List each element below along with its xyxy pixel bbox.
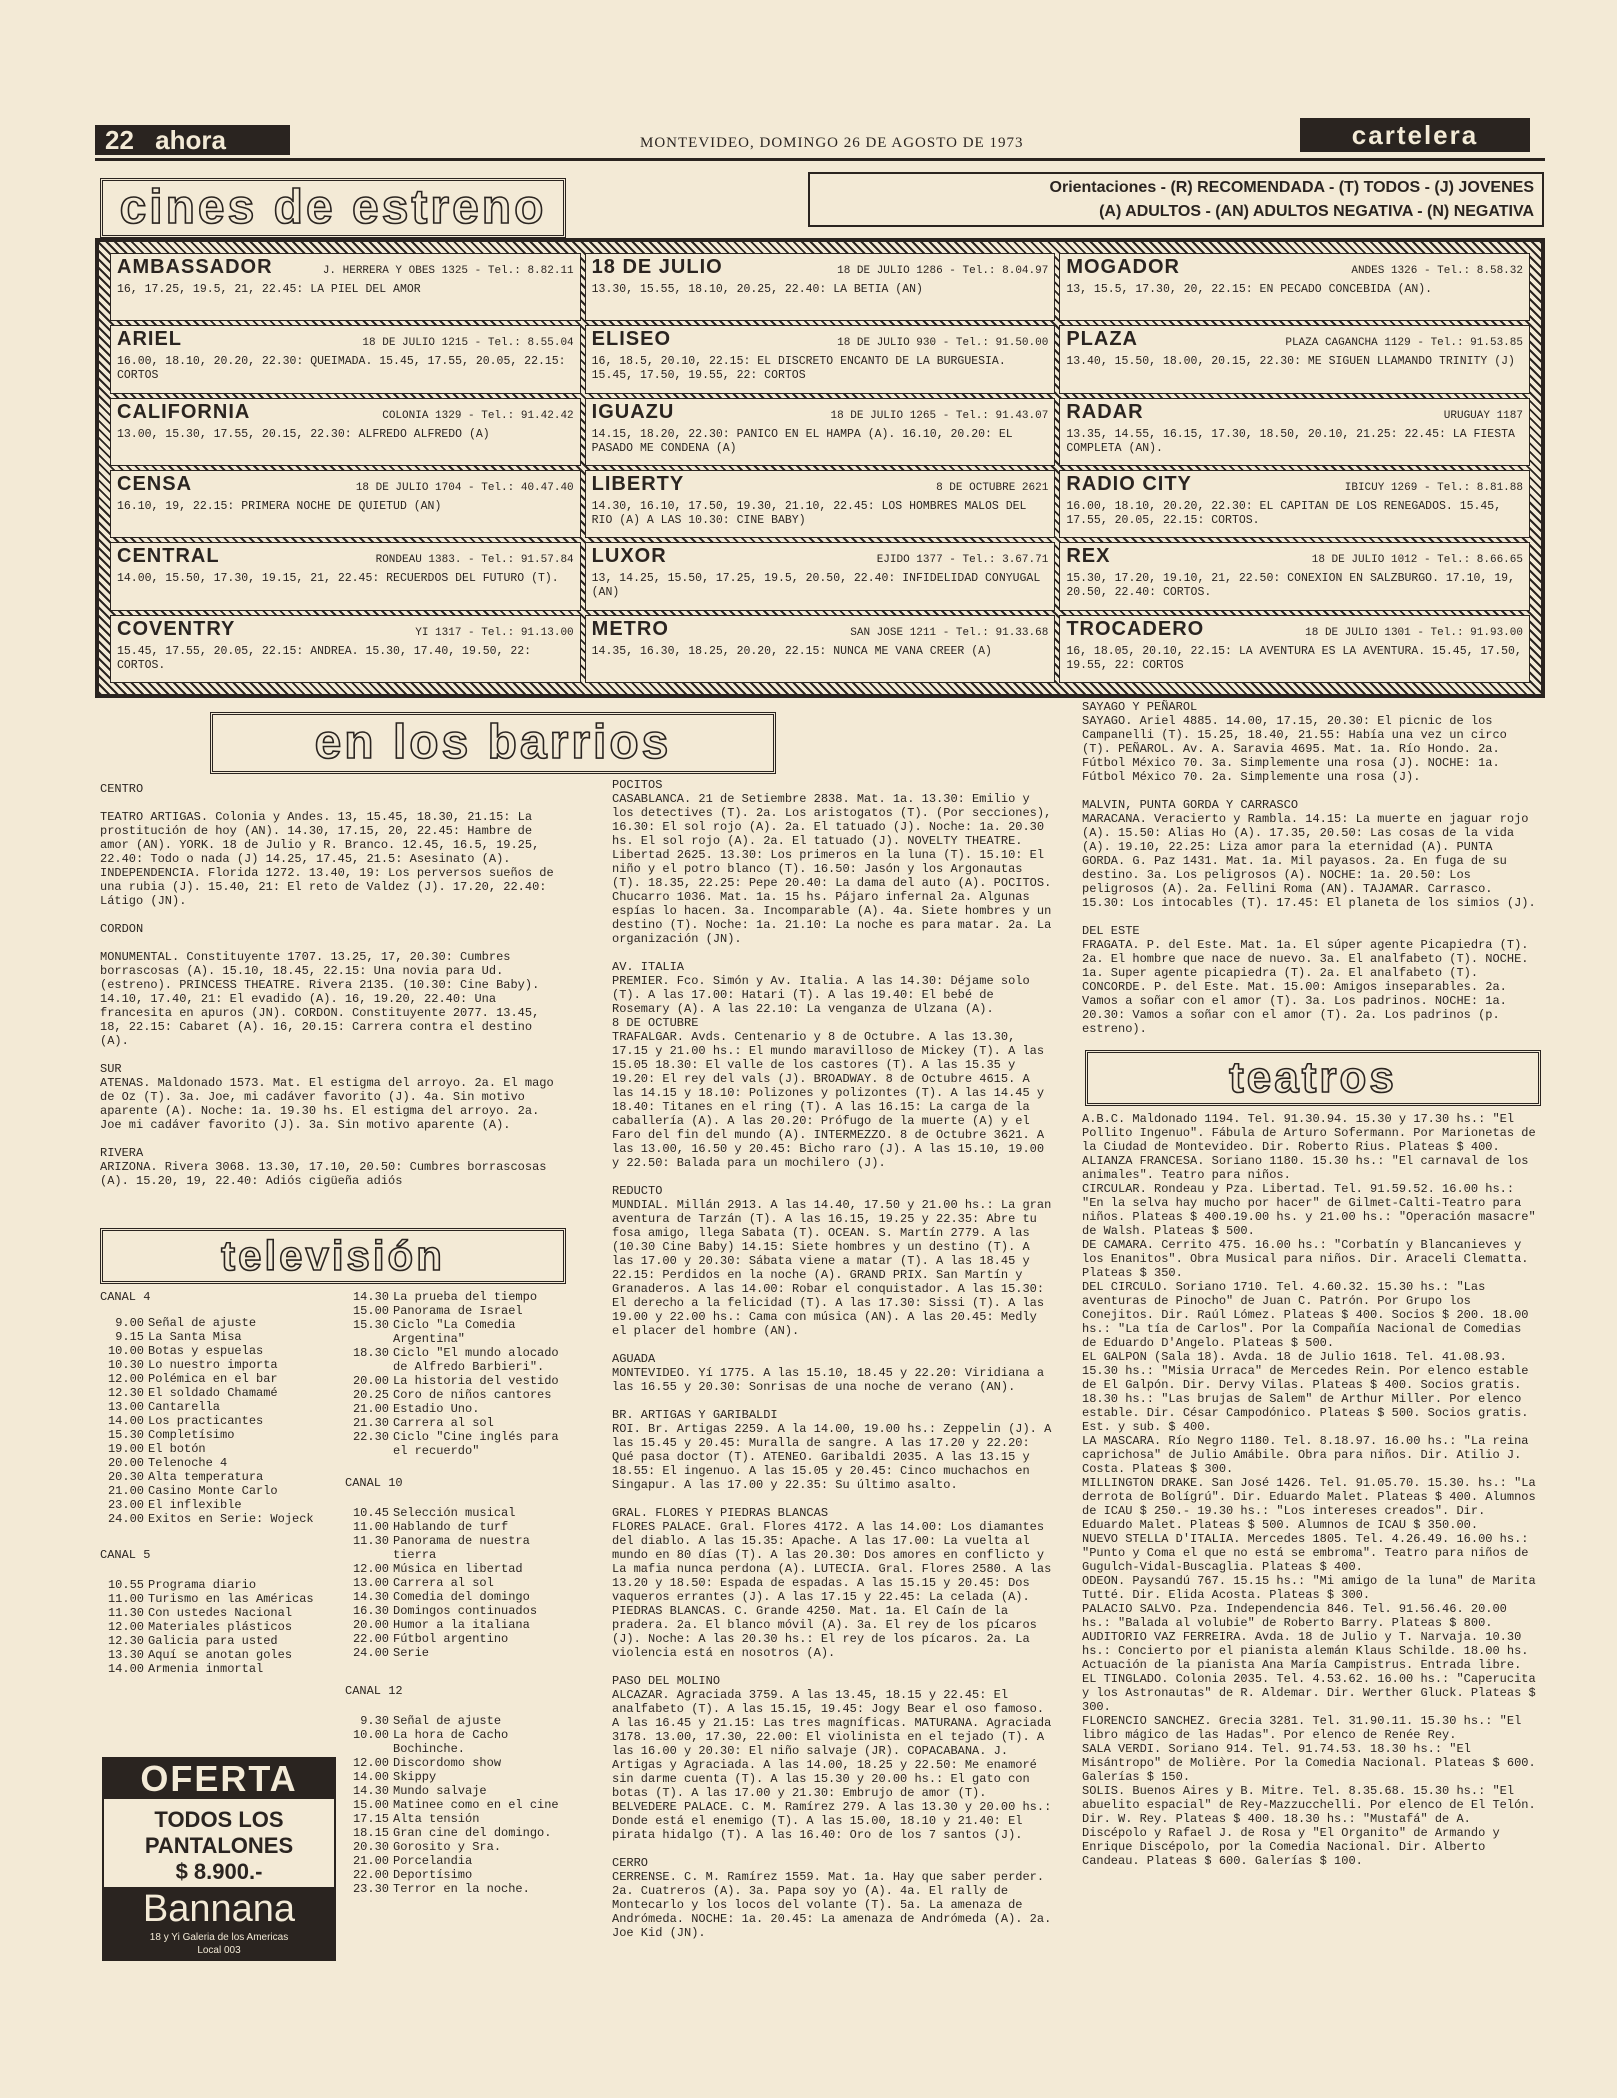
cine-header [1066,256,1523,279]
tv-time: 20.00 [352,1618,389,1632]
cine-address: 18 DE JULIO 1286 - Tel.: 8.04.97 [837,265,1049,277]
tv-time: 11.30 [107,1606,144,1620]
cines-grid [110,253,1530,683]
cine-header [117,618,574,641]
tv-program: Materiales plásticos [148,1620,293,1634]
cine-name: MOGADOR [1066,256,1180,278]
tv-time: 11.00 [107,1592,144,1606]
tv-time: 12.00 [107,1372,144,1386]
tv-program: Porcelandia [393,1854,473,1868]
tv-time: 10.30 [107,1358,144,1372]
tv-program: El soldado Chamamé [148,1386,278,1400]
tv-program: La prueba del tiempo [393,1290,538,1304]
tv-time: 12.00 [107,1620,144,1634]
orient-line-1: Orientaciones - (R) RECOMENDADA - (T) TODOS - (J) JOVENES [1049,179,1534,196]
tv-program: Ciclo "La Comedia Argentina" [393,1318,516,1346]
tv-program: Fútbol argentino [393,1632,509,1646]
tv-time: 21.00 [352,1402,389,1416]
cine-header [1066,473,1523,496]
tv-time: 20.30 [352,1840,389,1854]
canal-10-schedule [345,1506,560,1660]
cine-showtimes: 14.15, 18.20, 22.30: PANICO EN EL HAMPA (A). 16.10, 20.20: EL PASADO ME CONDENA (A) [591,427,1013,455]
cine-address: 18 DE JULIO 1704 - Tel.: 40.47.40 [355,482,574,494]
tv-program: Humor a la italiana [393,1618,530,1632]
tv-time: 24.00 [107,1512,144,1526]
cine-showtimes: 13.30, 15.55, 18.10, 20.25, 22.40: LA BETIA (AN) [591,283,923,296]
cine-address: EJIDO 1377 - Tel.: 3.67.71 [876,554,1049,567]
tv-time: 21.00 [352,1854,389,1868]
canal-4-schedule-cont [345,1290,560,1458]
tv-col-right [345,1290,560,1896]
cine-address: IBICUY 1269 - Tel.: 8.81.88 [1344,482,1523,494]
teatros-title: teatros [1085,1050,1541,1106]
cines-title: cines de estreno [100,178,566,238]
barrios-col-3: SAYAGO Y PEÑAROL SAYAGO. Ariel 4885. 14.00, 17.15, 20.30: El picnic de los Campanelli (T). 15.25, 18.40, 21.55: Había una vez un circo (T). PEÑAROL. Av. A. Saravia 4695. Mat. 1a. Río Hondo. 2a. Fútbol México 70. 3a. Simplemente una rosa (J). NOCHE: 1a. Fútbol México 70. 2a. Simplemente una rosa (J). MALVIN, PUNTA GORDA Y CARRASCO MARACANA. Veracierto y Rambla. 14.15: La muerte en jaguar rojo (A). 15.50: Alias Ho (A). 17.35, 20.50: Las cosas de la vida (A). 19.10, 22.25: Liza amor para la eternidad (A). PUNTA GORDA. G. Paz 1431. Mat. 1a. Mil payasos. 2a. En fuga de su destino. 3a. Los peligrosos (A). NOCHE: 1a. 20.50: Los peligrosos (A). 2a. Fellini Roma (AN). TAJAMAR. Carrasco. 15.30: Los intocables (T). 17.45: El planeta de los simios (J). DEL ESTE FRAGATA. P. del Este. Mat. 1a. El súper agente Picapiedra (T). 2a. El hombre que nace de nuevo. 3a. El analfabeto (T). NOCHE. 1a. Super agente picapiedra (T). 2a. El analfabeto (T). CONCORDE. P. del Este. Mat. 15.00: Amigos inseparables. 2a. Vamos a soñar con el amor (T). 3a. Los padrinos. NOCHE: 1a. 20.30: Vamos a soñar con el amor (T). 2a. Los padrinos (p. estreno). [1082,700,1536,1035]
tv-time: 20.00 [107,1456,144,1470]
cine-address: 18 DE JULIO 930 - Tel.: 91.50.00 [837,337,1049,350]
cine-header [592,545,1049,568]
orient-line-2: (A) ADULTOS - (AN) ADULTOS NEGATIVA - (N) NEGATIVA [1099,203,1534,220]
cine-showtimes: 13.00, 15.30, 17.55, 20.15, 22.30: ALFREDO ALFREDO (A) [117,427,490,441]
tv-program: Telenoche 4 [148,1456,228,1470]
tv-time: 17.15 [352,1812,389,1826]
tv-time: 9.30 [360,1714,389,1728]
cine-header [592,473,1049,496]
tv-program: La Santa Misa [148,1330,242,1344]
cine-header [592,618,1049,641]
tv-time: 15.30 [352,1318,389,1332]
cine-showtimes: 16, 18.5, 20.10, 22.15: EL DISCRETO ENCANTO DE LA BURGUESIA. 15.45, 17.50, 19.55, 22: CORTOS [591,355,1006,383]
cine-address: 18 DE JULIO 1012 - Tel.: 8.66.65 [1311,554,1523,567]
tv-time: 10.55 [107,1578,144,1592]
tv-time: 10.45 [352,1506,389,1520]
tv-program: Señal de ajuste [148,1316,257,1330]
tv-program: Hablando de turf [393,1520,509,1534]
cine-name: COVENTRY [117,617,236,640]
tv-program: Programa diario [148,1578,257,1592]
tv-program: Lo nuestro importa [148,1358,278,1372]
tv-program: El inflexible [148,1498,242,1512]
tv-program: Exitos en Serie: Wojeck [148,1512,314,1526]
tv-time: 12.30 [107,1634,144,1648]
cine-name: ELISEO [591,328,672,351]
canal-5-schedule [100,1578,335,1676]
tv-time: 24.00 [352,1646,389,1660]
cine-name: 18 DE JULIO [591,256,723,278]
tv-program: La hora de Cacho Bochinche. [393,1728,509,1756]
tv-program: Completísimo [148,1428,235,1442]
cine-header [1066,545,1523,568]
tv-time: 15.00 [352,1304,389,1318]
tv-time: 11.00 [352,1520,389,1534]
cine-header [592,401,1049,424]
tv-program: Botas y espuelas [148,1344,264,1358]
ad-brand: Bannana [142,1888,296,1930]
tv-time: 15.00 [352,1798,389,1812]
tv-program: Mundo salvaje [393,1784,487,1798]
ad-price: $ 8.900.- [175,1859,263,1884]
tv-program: Coro de niños cantores [393,1388,552,1402]
tv-time: 19.00 [107,1442,144,1456]
tv-time: 22.00 [352,1868,389,1882]
cine-name: IGUAZU [591,400,675,423]
tv-col-left [100,1290,335,1676]
tv-program: Aquí se anotan goles [148,1648,293,1662]
ad-brand-block [104,1887,334,1959]
cine-header [1066,328,1523,351]
cine-box [110,615,581,683]
cine-showtimes: 13, 14.25, 15.50, 17.25, 19.5, 20.50, 22.40: INFIDELIDAD CONYUGAL (AN) [591,572,1041,600]
cine-name: LUXOR [591,545,667,568]
canal-10-heading: CANAL 10 [345,1476,403,1490]
tv-time: 22.30 [352,1430,389,1444]
tv-time: 21.30 [352,1416,389,1430]
tv-program: Domingos continuados [393,1604,538,1618]
cine-address: YI 1317 - Tel.: 91.13.00 [415,626,574,639]
cine-name: CENSA [117,473,193,495]
tv-time: 14.00 [352,1770,389,1784]
tv-program: Armenia inmortal [148,1662,264,1676]
tv-program: El botón [148,1442,206,1456]
tv-title: televisión [100,1228,566,1284]
cine-name: CENTRAL [117,545,220,568]
cine-box [110,542,581,610]
cine-name: RADIO CITY [1066,473,1192,495]
cine-address: COLONIA 1329 - Tel.: 91.42.42 [382,409,574,422]
tv-time: 20.30 [107,1470,144,1484]
tv-time: 13.00 [352,1576,389,1590]
tv-program: Carrera al sol [393,1576,494,1590]
cine-header [117,256,574,279]
canal-12-heading: CANAL 12 [345,1684,403,1698]
cine-showtimes: 15.45, 17.55, 20.05, 22.15: ANDREA. 15.30, 17.40, 19.50, 22: CORTOS. [117,644,532,672]
ad-address: 18 y Yi Galeria de los Americas [149,1932,289,1943]
cine-showtimes: 16, 18.05, 20.10, 22.15: LA AVENTURA ES LA AVENTURA. 15.45, 17.50, 19.55, 22: CORTOS [1066,644,1522,672]
cine-address: 18 DE JULIO 1301 - Tel.: 91.93.00 [1305,626,1523,639]
tv-time: 14.30 [352,1290,389,1304]
tv-time: 14.00 [107,1662,144,1676]
cine-address: URUGUAY 1187 [1443,409,1523,422]
cine-showtimes: 16.00, 18.10, 20.20, 22.30: EL CAPITAN DE LOS RENEGADOS. 15.45, 17.55, 20.05, 22.15: CORTOS. [1066,500,1502,527]
cine-name: METRO [591,617,669,640]
cine-showtimes: 13, 15.5, 17.30, 20, 22.15: EN PECADO CONCEBIDA (AN). [1066,283,1433,296]
cine-name: RADAR [1066,400,1144,423]
cine-box [585,325,1056,393]
canal-12-schedule [345,1714,560,1896]
tv-program: Casino Monte Carlo [148,1484,278,1498]
tv-time: 9.00 [115,1316,144,1330]
tv-program: Con ustedes Nacional [148,1606,293,1620]
tv-program: Gorosito y Sra. [393,1840,502,1854]
brand-logo: ahora [155,125,226,155]
tv-program: Estadio Uno. [393,1402,480,1416]
cine-showtimes: 14.30, 16.10, 17.50, 19.30, 21.10, 22.45: LOS HOMBRES MALOS DEL RIO (A) A LAS 10.30: CINE BABY) [591,500,1027,527]
cine-name: TROCADERO [1066,617,1205,640]
tv-program: Cantarella [148,1400,221,1414]
tv-time: 20.25 [352,1388,389,1402]
cine-header [117,473,574,496]
cine-name: ARIEL [117,328,182,351]
teatros-listing: A.B.C. Maldonado 1194. Tel. 91.30.94. 15.30 y 17.30 hs.: "El Pollito Ingenuo". Fábula de Arturo Sofermann. Por Marionetas de la Ciudad de Montevideo. Dir. Roberto Rius. Plateas $ 400. ALIANZA FRANCESA. Soriano 1180. 15.30 hs.: "El carnaval de los animales". Teatro para niños. CIRCULAR. Rondeau y Pza. Libertad. Tel. 91.59.52. 16.00 hs.: "En la selva hay mucho por hacer" de Gilmet-Calti-Teatro para niños. Plateas $ 400.19.00 hs. y 21.00 hs.: "Operación masacre" de Walsh. Plateas $ 500. DE CAMARA. Cerrito 475. 16.00 hs.: "Corbatín y Blancanieves y los Enanitos". Obra Musical para niños. Dir. Araceli Clematta. Plateas $ 350. DEL CIRCULO. Soriano 1710. Tel. 4.60.32. 15.30 hs.: "Las aventuras de Pinocho" de Juan C. Patrón. Por Grupo los Conejitos. Dir. Raúl Lómez. Plateas $ 400. Socios $ 200. 18.00 hs.: "La tía de Carlos". Por la Compañía Nacional de Comedias de Eduardo D'Angelo. Plateas $ 500. EL GALPON (Sala 18). Avda. 18 de Julio 1618. Tel. 41.08.93. 15.30 hs.: "Misia Urraca" de Mercedes Rein. Por elenco estable de El Galpón. Dir. Dervy Vilas. Plateas $ 400. Socios gratis. 18.30 hs.: "Las brujas de Salem" de Arthur Miller. Por elenco estable. Dir. César Campodónico. Plateas $ 500. Socios gratis. Est. y sub. $ 400. LA MASCARA. Río Negro 1180. Tel. 8.18.97. 16.00 hs.: "La reina caprichosa" de Julio Amábile. Obra para niños. Dir. Atilio J. Costa. Plateas $ 300. MILLINGTON DRAKE. San José 1426. Tel. 91.05.70. 15.30. hs.: "La derrota de Bolígrú". Dir. Eduardo Malet. Plateas $ 400. Alumnos de ICAU $ 250.- 19.30 hs.: "Los intereses creados". Dir. Eduardo Malet. Plateas $ 500. Alumnos de ICAU $ 350.00. NUEVO STELLA D'ITALIA. Mercedes 1805. Tel. 4.26.49. 16.00 hs.: "Punto y Coma el que no está se embroma". Teatro para niños de Gugulch-Vidal-Buscaglia. Plateas $ 400. ODEON. Paysandú 767. 15.15 hs.: "Mi amigo de la luna" de Marita Tutté. Dir. Elida Acosta. Plateas $ 300. PALACIO SALVO. Pza. Independencia 846. Tel. 91.56.46. 20.00 hs.: "Balada al volubie" de Roberto Barry. Plateas $ 800. AUDITORIO VAZ FERREIRA. Avda. 18 de Julio y T. Narvaja. 10.30 hs.: Concierto por el pianista alemán Klaus Schilde. 18.00 hs. Actuación de la pianista Ana María Campistrus. Entrada libre. EL TINGLADO. Colonia 2035. Tel. 4.53.62. 16.00 hs.: "Caperucita y los Astronautas" de R. Aldemar. Dir. Werther Gluck. Plateas $ 300. FLORENCIO SANCHEZ. Grecia 3281. Tel. 31.90.11. 15.30 hs.: "El libro mágico de las Hadas". Por elenco de Renée Rey. SALA VERDI. Soriano 914. Tel. 91.74.53. 18.30 hs.: "El Misántropo" de Molière. Por la Comedia Nacional. Plateas $ 600. Galerías $ 150. SOLIS. Buenos Aires y B. Mitre. Tel. 8.35.68. 15.30 hs.: "El abuelito espacial" de Rey-Mazzucchelli. Por elenco de El Telón. Dir. W. Rey. Plateas $ 400. 18.30 hs.: "Mustafá" de A. Discépolo y Rafael J. de Rosa y "El Organito" de Armando y Enrique Discépolo, por la Comedia Nacional. Dir. Alberto Candeau. Plateas $ 600. Galerías $ 100. [1082,1112,1536,1868]
tv-program: Alta tensión [393,1812,480,1826]
cine-box [585,542,1056,610]
tv-time: 13.30 [107,1648,144,1662]
tv-time: 22.00 [352,1632,389,1646]
tv-time: 14.00 [107,1414,144,1428]
tv-time: 12.00 [352,1562,389,1576]
cine-showtimes: 16.10, 19, 22.15: PRIMERA NOCHE DE QUIETUD (AN) [117,500,442,513]
cine-box [1059,398,1530,466]
tv-time: 13.00 [107,1400,144,1414]
tv-program: Ciclo "Cine inglés para el recuerdo" [393,1430,559,1458]
cine-showtimes: 14.00, 15.50, 17.30, 19.15, 21, 22.45: RECUERDOS DEL FUTURO (T). [117,572,559,586]
tv-program: Ciclo "El mundo alocado de Alfredo Barbieri". [393,1346,559,1374]
tv-program: Señal de ajuste [393,1714,502,1728]
cine-box [110,398,581,466]
tv-program: Turismo en las Américas [148,1592,314,1606]
tv-program: Polémica en el bar [148,1372,278,1386]
tv-time: 21.00 [107,1484,144,1498]
tv-time: 12.00 [352,1756,389,1770]
cine-header [117,545,574,568]
tv-program: Alta temperatura [148,1470,264,1484]
cine-box [585,470,1056,538]
cine-showtimes: 13.35, 14.55, 16.15, 17.30, 18.50, 20.10, 21.25: 22.45: LA FIESTA COMPLETA (AN). [1066,427,1515,455]
cine-box [1059,253,1530,321]
cine-header [117,328,574,351]
cine-address: 8 DE OCTUBRE 2621 [936,482,1049,494]
cine-header [1066,401,1523,424]
tv-program: Skippy [393,1770,437,1784]
cine-showtimes: 15.30, 17.20, 19.10, 21, 22.50: CONEXION EN SALZBURGO. 17.10, 19, 20.50, 22.40: CORTOS. [1066,572,1515,600]
issue-date: MONTEVIDEO, DOMINGO 26 DE AGOSTO DE 1973 [640,135,1024,151]
cine-name: CALIFORNIA [117,400,251,423]
ad-line-2: PANTALONES [144,1833,294,1858]
ad-local: Local 003 [197,1945,241,1956]
cine-header [592,328,1049,351]
cine-address: 18 DE JULIO 1215 - Tel.: 8.55.04 [362,337,574,350]
canal-4-schedule [100,1316,335,1526]
canal-5-heading: CANAL 5 [100,1548,151,1562]
cine-box [110,325,581,393]
cine-header [117,401,574,424]
cine-box [110,253,581,321]
tv-program: Carrera al sol [393,1416,494,1430]
cine-address: 18 DE JULIO 1265 - Tel.: 91.43.07 [830,409,1049,422]
cine-name: PLAZA [1066,328,1138,351]
tv-program: La historia del vestido [393,1374,559,1388]
cines-frame [95,238,1545,698]
tv-time: 9.15 [115,1330,144,1344]
tv-program: Música en libertad [393,1562,523,1576]
cine-showtimes: 16, 17.25, 19.5, 21, 22.45: LA PIEL DEL AMOR [117,283,421,296]
cine-box [585,253,1056,321]
tv-time: 12.30 [107,1386,144,1400]
page-number-badge [95,125,290,155]
cine-box [1059,470,1530,538]
tv-program: Terror en la noche. [393,1882,530,1896]
header-rule [95,158,1545,161]
cine-address: ANDES 1326 - Tel.: 8.58.32 [1351,265,1523,277]
ad-oferta: OFERTA [104,1759,334,1799]
tv-time: 23.30 [352,1882,389,1896]
tv-program: Galicia para usted [148,1634,278,1648]
barrios-title: en los barrios [210,712,776,774]
tv-program: Comedia del domingo [393,1590,530,1604]
tv-time: 16.30 [352,1604,389,1618]
cine-address: J. HERRERA Y OBES 1325 - Tel.: 8.82.11 [322,265,574,277]
tv-time: 23.00 [107,1498,144,1512]
page-number: 22 [105,125,134,155]
cine-showtimes: 16.00, 18.10, 20.20, 22.30: QUEIMADA. 15.45, 17.55, 20.05, 22.15: CORTOS [117,355,566,383]
bannana-advert [102,1757,336,1961]
tv-program: Matinee como en el cine [393,1798,559,1812]
section-title: cartelera [1300,118,1530,152]
tv-time: 10.00 [107,1344,144,1358]
tv-time: 18.30 [352,1346,389,1360]
cine-address: PLAZA CAGANCHA 1129 - Tel.: 91.53.85 [1285,337,1523,350]
tv-time: 15.30 [107,1428,144,1442]
tv-time: 11.30 [352,1534,389,1548]
tv-program: Serie [393,1646,430,1660]
tv-program: Gran cine del domingo. [393,1826,552,1840]
tv-program: Los practicantes [148,1414,264,1428]
barrios-col-1: CENTRO TEATRO ARTIGAS. Colonia y Andes. 13, 15.45, 18.30, 21.15: La prostitución de hoy (AN). 14.30, 17.15, 20, 22.45: Hambre de amor (AN). YORK. 18 de Julio y R. Branco. 12.45, 16.5, 19.25, 22.40: Todo o nada (J) 14.25, 17.45, 21.5: Asesinato (A). INDEPENDENCIA. Florida 1272. 13.40, 19: Los perversos sueños de una rubia (J). 15.40, 21: El reto de Valdez (J). 17.20, 22.40: Látigo (JN). CORDON MONUMENTAL. Constituyente 1707. 13.25, 17, 20.30: Cumbres borrascosas (A). 15.10, 18.45, 22.15: Una novia para Ud. (estreno). PRINCESS THEATRE. Rivera 2135. (10.30: Cine Baby). 14.10, 17.40, 21: El evadido (A). 16, 19.20, 22.40: Una francesita en apuros (JN). CORDON. Constituyente 2077. 13.45, 18, 22.15: Cabaret (A). 16, 20.15: Carrera contra el destino (A). SUR ATENAS. Maldonado 1573. Mat. El estigma del arroyo. 2a. El mago de Oz (T). 3a. Joe, mi cadáver favorito (J). 4a. Sin motivo aparente (A). Noche: 1a. 19.30 hs. El estigma del arroyo. 2a. Joe mi cadáver favorito (J). 3a. Sin motivo aparente (A). RIVERA ARIZONA. Rivera 3068. 13.30, 17.10, 20.50: Cumbres borrascosas (A). 15.20, 19, 22.40: Adiós cigüeña adiós [100,782,554,1188]
cine-box [1059,325,1530,393]
cine-address: RONDEAU 1383. - Tel.: 91.57.84 [375,554,574,567]
cine-box [1059,542,1530,610]
tv-program: Selección musical [393,1506,516,1520]
tv-time: 20.00 [352,1374,389,1388]
cine-header [592,256,1049,279]
ad-line-1: TODOS LOS [154,1807,284,1832]
tv-time: 14.30 [352,1784,389,1798]
cine-box [585,615,1056,683]
tv-program: Panorama de nuestra tierra [393,1534,530,1562]
cine-name: REX [1066,545,1111,568]
cine-showtimes: 13.40, 15.50, 18.00, 20.15, 22.30: ME SIGUEN LLAMANDO TRINITY (J) [1066,355,1515,369]
cine-address: SAN JOSE 1211 - Tel.: 91.33.68 [850,626,1049,639]
tv-program: Discordomo show [393,1756,502,1770]
cine-box [1059,615,1530,683]
orientations-legend [808,172,1544,227]
tv-program: Deportísimo [393,1868,473,1882]
tv-time: 18.15 [352,1826,389,1840]
cine-box [585,398,1056,466]
tv-time: 14.30 [352,1590,389,1604]
barrios-col-2: POCITOS CASABLANCA. 21 de Setiembre 2838. Mat. 1a. 13.30: Emilio y los detectives (T). 2a. Los aristogatos (T). (Por secciones), 16.30: El sol rojo (A). 2a. El tatuado (J). Noche: 1a. 20.30 hs. El sol rojo (A). 2a. El tatuado (J). NOVELTY THEATRE. Libertad 2625. 13.30: Los primeros en la luna (T). 15.10: El niño y el potro blanco (T). 16.50: Jasón y los Argonautas (T). 18.35, 22.25: Pepe 20.40: La dama del auto (A). POCITOS. Chucarro 1036. Mat. 1a. 15 hs. Pájaro infernal 2a. Algunas espías lo hacen. 3a. Incomparable (A). 4a. Siete hombres y un destino (T). Noche: 1a. 21.10: La noche es para matar. 2a. La organización (JN). AV. ITALIA PREMIER. Fco. Simón y Av. Italia. A las 14.30: Déjame solo (T). A las 17.00: Hatari (T). A las 19.40: El bebé de Rosemary (A). A las 22.10: La venganza de Ulzana (A). 8 DE OCTUBRE TRAFALGAR. Avds. Centenario y 8 de Octubre. A las 13.30, 17.15 y 21.00 hs.: El mundo maravilloso de Mickey (T). A las 15.05 18.30: El valle de los castores (T). A las 15.35 y 19.20: El rey del vals (J). BROADWAY. 8 de Octubre 4615. A las 14.15 y 18.10: Polizones y polizontes (T). A las 14.45 y 18.40: Titanes en el ring (T). A las 16.15: La carga de la caballería (A). A las 20.20: Prófugo de la muerte (A) y el Faro del fin del mundo (A). INTERMEZZO. 8 de Octubre 3621. A las 13.00, 16.50 y 20.45: Bicho raro (J). A las 15.10, 19.00 y 22.50: Balada para un mochilero (J). REDUCTO MUNDIAL. Millán 2913. A las 14.40, 17.50 y 21.00 hs.: La gran aventura de Tarzán (T). A las 16.15, 19.25 y 22.35: Abre tu fosa amigo, llega Sabata (T). OCEAN. S. Martín 2779. A las (10.30 Cine Baby) 14.15: Siete hombres y un destino (T). A las 17.00 y 20.30: Sábata viene a matar (T). A las 18.45 y 22.15: Perdidos en la noche (A). GRAND PRIX. San Martín y Granaderos. A las 14.00: Robar el conquistador. A las 15.30: El derecho a la felicidad (T). A las 17.30: Sissi (T). A las 19.00 y 22.00 hs.: Cama con música (AN). A las 20.45: Medly el placer del hombre (AN). AGUADA MONTEVIDEO. Yí 1775. A las 15.10, 18.45 y 22.20: Viridiana a las 16.55 y 20.30: Sonrisas de una noche de verano (AN). BR. ARTIGAS Y GARIBALDI ROI. Br. Artigas 2259. A la 14.00, 19.00 hs.: Zeppelin (J). A las 15.45 y 20.45: Muralla de sangre. A las 17.20 y 22.20: Qué pasa doctor (T). ATENEO. Garibaldi 2035. A las 13.15 y 18.55: El ingenuo. A las 15.05 y 20.45: Cinco muchachos en Singapur. A las 17.00 y 22.35: Su último asalto. GRAL. FLORES Y PIEDRAS BLANCAS FLORES PALACE. Gral. Flores 4172. A las 14.00: Los diamantes del diablo. A las 15.35: Apache. A las 17.00: La vuelta al mundo en 80 días (T). A las 20.30: Dos amores en conflicto y La mafia nunca perdona (A). LUTECIA. Gral. Flores 2580. A las 13.20 y 18.50: Espada de espadas. A las 15.15 y 20.45: Dos vaqueros errantes (J). A las 17.15 y 22.45: La celada (A). PIEDRAS BLANCAS. C. Grande 4250. Mat. 1a. El Caín de la pradera. 2a. El blanco móvil (A). 3a. El rey de los pícaros (J). Noche: A las 20.30 hs.: El rey de los pícaros. 2a. La violencia está en nosotros (A). PASO DEL MOLINO ALCAZAR. Agraciada 3759. A las 13.45, 18.15 y 22.45: El analfabeto (T). A las 15.15, 19.45: Jogy Bear el oso famoso. A las 16.45 y 21.15: Las tres magníficas. MATURANA. Agraciada 3178. 13.00, 17.30, 22.00: El violinista en el tejado (T). A las 16.00 y 20.30: El niño salvaje (JR). COPACABANA. J. Artigas y Agraciada. A las 14.00, 18.25 y 22.50: Me enamoré sin darme cuenta (T). A las 15.30 y 20.00 hs.: El gato con botas (T). A las 17.00 y 21.30: Embrujo de amor (T). BELVEDERE PALACE. C. M. Ramírez 279. A las 13.30 y 20.00 hs.: Donde está el enemigo (T). A las 15.00, 18.10 y 21.40: El pirata hidalgo (T). A las 16.40: Oro de los 7 santos (J). CERRO CERRENSE. C. M. Ramírez 1559. Mat. 1a. Hay que saber perder. 2a. Cuatreros (A). 3a. Papa soy yo (A). 4a. El rally de Montecarlo y los locos del volante (T). 5a. La amenaza de Andrómeda. NOCHE: 1a. 20.45: La amenaza de Andrómeda (A). 2a. Joe Kid (JN). [612,778,1052,1940]
cine-name: LIBERTY [591,473,685,495]
cine-showtimes: 14.35, 16.30, 18.25, 20.20, 22.15: NUNCA ME VANA CREER (A) [591,644,992,658]
cine-header [1066,618,1523,641]
tv-program: Panorama de Israel [393,1304,523,1318]
canal-4-heading: CANAL 4 [100,1290,151,1304]
tv-time: 10.00 [352,1728,389,1742]
cine-name: AMBASSADOR [117,256,273,278]
cine-box [110,470,581,538]
ad-copy [104,1807,334,1885]
